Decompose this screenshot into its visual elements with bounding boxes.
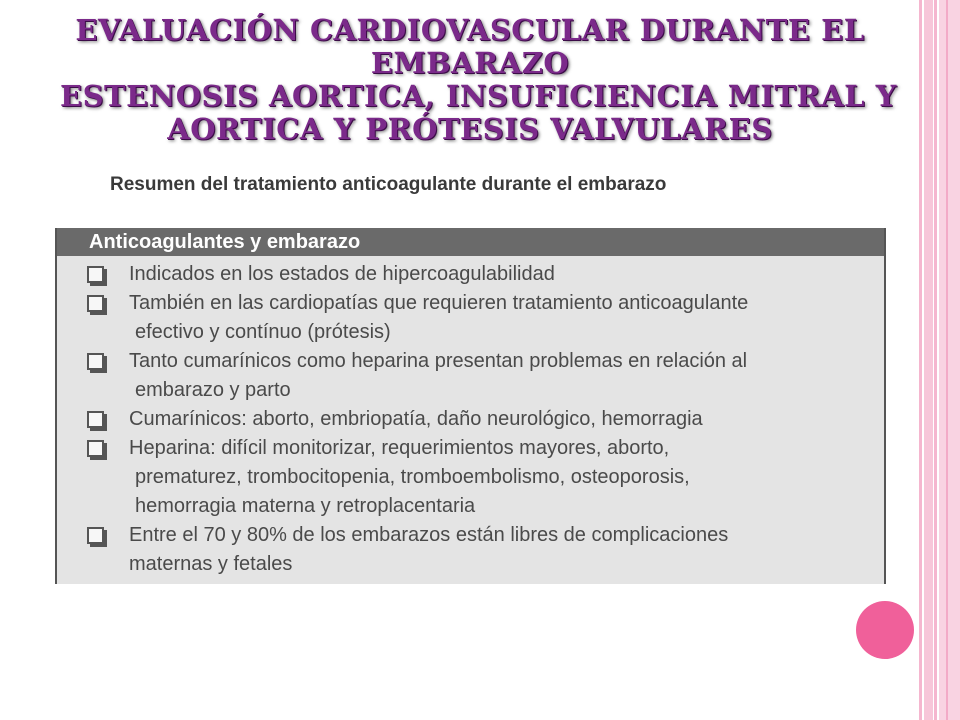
item-text-continued: hemorragia materna y retroplacentaria (135, 495, 476, 517)
checkbox-bullet-icon (87, 527, 104, 544)
title-line: EVALUACIÓN CARDIOVASCULAR DURANTE EL (75, 13, 865, 47)
slide-title (60, 13, 897, 146)
item-text-continued: efectivo y contínuo (prótesis) (135, 321, 391, 343)
checkbox-bullet-icon (87, 411, 104, 428)
checkbox-bullet-icon (87, 266, 104, 283)
bullet-list (57, 256, 884, 579)
list-item (57, 260, 884, 289)
title-line: ESTENOSIS AORTICA, INSUFICIENCIA MITRAL Y (60, 79, 897, 113)
checkbox-bullet-icon (87, 440, 104, 457)
item-text: Cumarínicos: aborto, embriopatía, daño neurológico, hemorragia (129, 408, 703, 430)
item-text: Tanto cumarínicos como heparina presentan problemas en relación al (129, 350, 748, 372)
decor-stripe (934, 0, 937, 720)
list-item (57, 434, 884, 521)
info-box-header: Anticoagulantes y embarazo (57, 228, 884, 256)
decor-stripe (924, 0, 933, 720)
item-text: Heparina: difícil monitorizar, requerimientos mayores, aborto, (129, 437, 670, 459)
item-text-continued: embarazo y parto (135, 379, 291, 401)
item-text: También en las cardiopatías que requieren tratamiento anticoagulante (129, 292, 749, 314)
checkbox-bullet-icon (87, 353, 104, 370)
decor-circle (856, 601, 914, 659)
list-item (57, 521, 884, 579)
title-line: EMBARAZO (370, 46, 570, 80)
item-text: Entre el 70 y 80% de los embarazos están libres de complicaciones (129, 524, 729, 546)
decor-stripe (919, 0, 922, 720)
list-item (57, 289, 884, 347)
decor-stripe (946, 0, 948, 720)
item-text-continued: maternas y fetales (129, 553, 293, 575)
list-item (57, 347, 884, 405)
title-line: AORTICA Y PRÓTESIS VALVULARES (167, 112, 773, 146)
item-text: Indicados en los estados de hipercoagulabilidad (129, 263, 555, 285)
info-box (55, 228, 886, 584)
list-item (57, 405, 884, 434)
figure-caption: Resumen del tratamiento anticoagulante durante el embarazo (110, 174, 667, 195)
decor-stripe (939, 0, 960, 720)
item-text-continued: prematurez, trombocitopenia, tromboembolismo, osteoporosis, (135, 466, 690, 488)
checkbox-bullet-icon (87, 295, 104, 312)
